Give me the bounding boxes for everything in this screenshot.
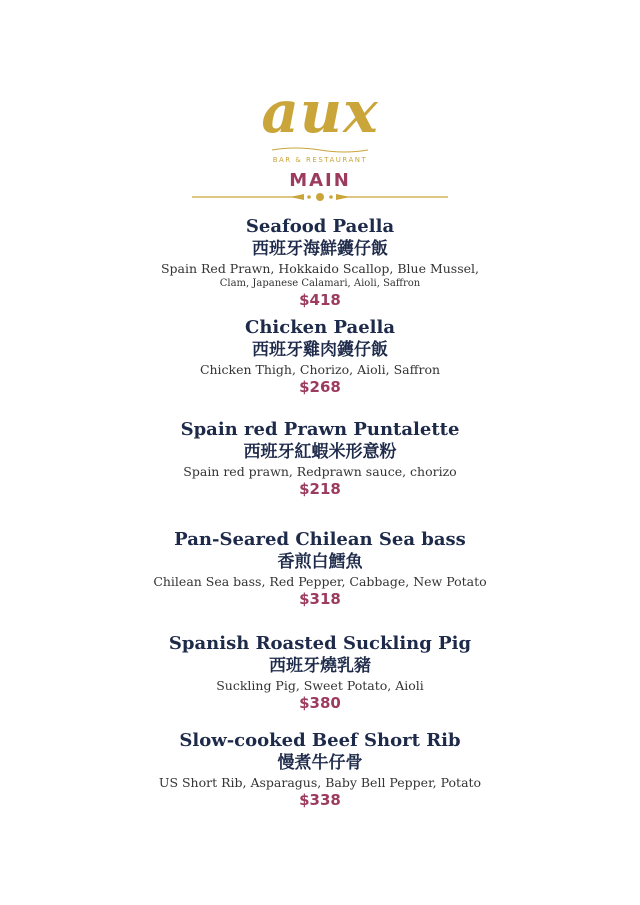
dish-description: Spain Red Prawn, Hokkaido Scallop, Blue Mussel, [160,261,480,276]
dish-description: Chicken Thigh, Chorizo, Aioli, Saffron [199,362,441,377]
dish-price: $418 [299,291,341,309]
dish-price: $318 [299,590,341,608]
dish-name: Spanish Roasted Suckling Pig [168,633,472,654]
dish-name-chinese: 西班牙雞肉鑊仔飯 [252,340,388,360]
menu-item [0,529,640,609]
menu-item [0,216,640,310]
dish-name-chinese: 西班牙紅蝦米形意粉 [243,442,397,462]
dish-name: Spain red Prawn Puntalette [180,419,460,440]
menu-item [0,730,640,810]
dish-name: Chicken Paella [245,317,395,338]
dish-price: $218 [299,480,341,498]
dish-name-chinese: 香煎白鱈魚 [277,552,363,572]
dish-price: $380 [299,694,341,712]
dish-name-chinese: 西班牙海鮮鑊仔飯 [252,239,388,259]
dish-name: Seafood Paella [245,216,395,237]
dish-description: Suckling Pig, Sweet Potato, Aioli [216,678,424,693]
dish-price: $338 [299,791,341,809]
menu-item [0,317,640,397]
dish-description: Spain red prawn, Redprawn sauce, chorizo [183,464,457,479]
dish-description: Chilean Sea bass, Red Pepper, Cabbage, New Potato [153,574,487,589]
dish-name-chinese: 慢煮牛仔骨 [277,753,363,773]
menu-item [0,633,640,713]
dish-price: $268 [299,378,341,396]
dish-name: Pan-Seared Chilean Sea bass [174,529,466,550]
menu-item [0,419,640,499]
restaurant-logo [0,80,640,164]
dish-name: Slow-cooked Beef Short Rib [179,730,461,751]
dish-description: US Short Rib, Asparagus, Baby Bell Pepper, Potato [158,775,482,790]
ornamental-divider-icon [192,191,448,203]
logo-wordmark: aux [261,78,379,146]
dish-name-chinese: 西班牙燒乳豬 [269,656,371,676]
section-title: MAIN [289,170,351,191]
logo-tagline: BAR & RESTAURANT [272,156,368,164]
logo-flourish-icon [270,146,370,154]
dish-description-continued: Clam, Japanese Calamari, Aioli, Saffron [219,278,421,289]
